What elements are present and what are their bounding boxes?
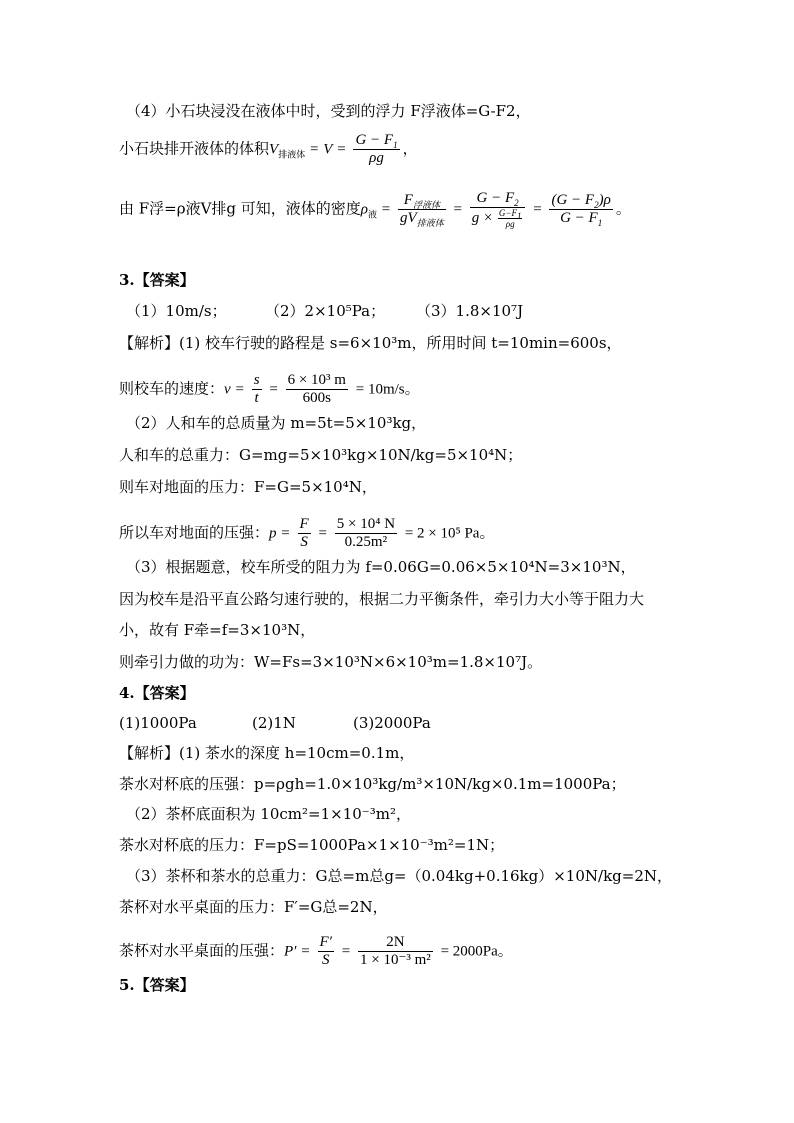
- s1-line1: （4）小石块浸没在液体中时，受到的浮力 F浮液体=G-F2，: [126, 102, 531, 120]
- s1-line3: 由 F浮=ρ液V排g 可知，液体的密度$\rho_液$ = $\frac{F_{浮液体}}{gV_{排液体}}$ = $G - F_2$ g × $\frac{G-F_1}{\rho g}$ = $\frac{(G - F_2)\rho}{G - F_1}$ 。: [119, 190, 631, 229]
- q4-answers: [119, 713, 431, 733]
- q3-line10: 则牵引力做的功为：W=Fs=3×10³N×6×10³m=1.8×10⁷J。: [119, 653, 543, 671]
- q3-answer-2: （2）2×10⁵Pa；: [265, 302, 386, 320]
- q3-line7: （3）根据题意，校车所受的阻力为 f=0.06G=0.06×5×10⁴N=3×10³N，: [126, 558, 636, 576]
- cup-pressure-fraction-symbolic: $\frac{F'}{S}$: [319, 934, 332, 968]
- density-fraction-2: $G - F_2$ g × $\frac{G-F_1}{\rho g}$: [470, 190, 526, 229]
- q4-answer-2: (2)1N: [252, 714, 296, 732]
- v-lhs: V: [269, 141, 279, 158]
- q4-line7: 茶杯对水平桌面的压强：P′ = $\frac{F'}{S}$ = $\frac{2N}{\text{1 × 10⁻³ m²}}$ = 2000Pa。: [119, 934, 513, 968]
- q4-line2: 茶水对杯底的压强：p=ρgh=1.0×10³kg/m³×10N/kg×0.1m=1000Pa；: [119, 775, 626, 793]
- s1-line2-prefix: 小石块排开液体的体积: [119, 139, 270, 158]
- speed-fraction-symbolic: $\frac{s}{t}$: [253, 372, 260, 406]
- nested-fraction: $\frac{G-F_1}{\rho g}$: [498, 208, 522, 229]
- q4-heading: 4.【答案】: [119, 684, 195, 702]
- q3-line5: 则车对地面的压力：F=G=5×10⁴N，: [119, 478, 377, 496]
- q3-answer-1: （1）10m/s；: [126, 302, 227, 320]
- q3-answers: [126, 301, 524, 321]
- q4-line5: （3）茶杯和茶水的总重力：G总=m总g=（0.04kg+0.16kg）×10N/kg=2N，: [126, 867, 673, 885]
- q3-line6: 所以车对地面的压强：p = $\frac{F}{S}$ = $\frac{\text{5 × 10⁴ N}}{\text{0.25m²}}$ = 2 × 10⁵ Pa。: [119, 516, 495, 550]
- density-fraction-1: $\frac{F_{浮液体}}{gV_{排液体}}$: [400, 192, 444, 228]
- q3-line2: 则校车的速度：v = $\frac{s}{t}$ = $\frac{\text{6 × 10³ m}}{600s}$ = 10m/s。: [119, 372, 420, 406]
- q4-answer-1: (1)1000Pa: [119, 714, 197, 732]
- q3-line9: 小，故有 F牵=f=3×10³N，: [119, 621, 316, 639]
- q5-heading: 5.【答案】: [119, 976, 195, 994]
- q4-line1: 【解析】(1) 茶水的深度 h=10cm=0.1m，: [119, 744, 415, 762]
- q3-line1: 【解析】(1) 校车行驶的路程是 s=6×10³m，所用时间 t=10min=600s，: [119, 334, 622, 352]
- q3-line4: 人和车的总重力：G=mg=5×10³kg×10N/kg=5×10⁴N；: [119, 446, 523, 464]
- q3-answer-3: （3）1.8×10⁷J: [416, 302, 524, 320]
- volume-fraction: $\frac{G - F_1}{\rho g}$: [355, 132, 398, 166]
- q4-line3: （2）茶杯底面积为 10cm²=1×10⁻³m²，: [126, 805, 411, 823]
- pressure-fraction-symbolic: $\frac{F}{S}$: [299, 516, 309, 550]
- q3-line3: （2）人和车的总质量为 m=5t=5×10³kg，: [126, 414, 427, 432]
- speed-fraction-values: $\frac{\text{6 × 10³ m}}{600s}$: [287, 372, 346, 406]
- s1-line2: 小石块排开液体的体积$V_{排液体} = V$ = $\frac{G - F_1}{\rho g}$ ，: [119, 132, 418, 166]
- q4-answer-3: (3)2000Pa: [353, 714, 431, 732]
- density-fraction-3: $\frac{(G - F_2)\rho}{G - F_1}$: [551, 192, 611, 228]
- q3-heading: 3.【答案】: [119, 271, 195, 289]
- s1-line3-prefix: 由 F浮=ρ液V排g 可知，液体的密度: [119, 199, 361, 218]
- q4-line6: 茶杯对水平桌面的压力：F′=G总=2N，: [119, 898, 388, 916]
- q4-line4: 茶水对杯底的压力：F=pS=1000Pa×1×10⁻³m²=1N；: [119, 836, 505, 854]
- cup-pressure-fraction-values: $\frac{2N}{\text{1 × 10⁻³ m²}}$: [359, 934, 431, 968]
- q3-line8: 因为校车是沿平直公路匀速行驶的，根据二力平衡条件，牵引力大小等于阻力大: [119, 590, 645, 608]
- pressure-fraction-values: $\frac{\text{5 × 10⁴ N}}{\text{0.25m²}}$: [336, 516, 396, 550]
- v-lhs-sub: 排液体: [278, 150, 306, 161]
